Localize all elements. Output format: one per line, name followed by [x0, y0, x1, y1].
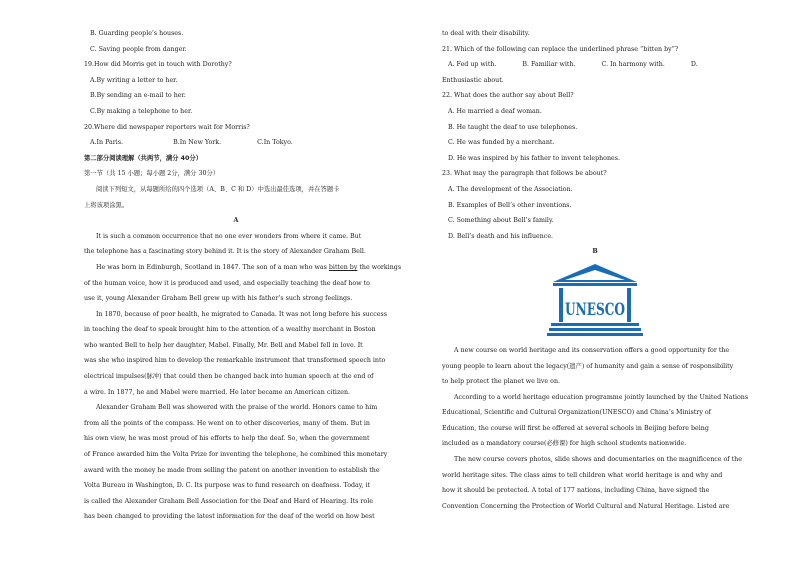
q20-option-b: B.In New York. [173, 139, 222, 147]
instructions-line-2: 上将该项涂黑。 [84, 201, 129, 209]
pa-p2-text-end: the workings [357, 263, 402, 271]
question-19: 19.How did Morris get in touch with Dorothy? [84, 61, 232, 69]
question-20: 20.Where did newspaper reporters wait for Morris? [84, 123, 250, 131]
unesco-logo [442, 261, 748, 339]
question-22: 22. What does the author say about Bell? [442, 92, 574, 100]
instructions-line-1: 阅读下列短文，从每题所给的四个选项（A、B、C 和 D）中选出最佳选项，并在答题卡 [96, 185, 340, 193]
right-column [442, 26, 748, 514]
question-21: 21. Which of the following can replace the underlined phrase “bitten by”? [442, 45, 679, 53]
pa-p2-l3: use it, young Alexander Graham Bell grew up with his father’s such strong feelings. [84, 295, 353, 303]
underlined-phrase: bitten by [328, 263, 358, 271]
q22-option-d: D. He was inspired by his father to invent telephones. [448, 154, 620, 162]
pb-p2-l1: According to a world heritage education programme jointly launched by the United Nations [454, 393, 749, 401]
pa-p2-l1 [84, 260, 402, 276]
pa-p3-l6: a wire. In 1877, he and Mabel were married. He later became an American citizen. [84, 388, 351, 396]
logo-architrave [553, 283, 637, 286]
pa-p3-l1: In 1870, because of poor health, he migrated to Canada. It was not long before his success [96, 310, 387, 318]
q22-option-b: B. He taught the deaf to use telephones. [448, 123, 578, 131]
pb-p1-l2: young people to learn about the legacy(遗产) of humanity and gain a sense of responsibility [442, 362, 734, 370]
logo-text: UNESCO [565, 299, 626, 320]
pb-p1-l1: A new course on world heritage and its conservation offers a good opportunity for the [454, 346, 730, 354]
pb-p3-l1: The new course covers photos, slide shows and documentaries on the magnificence of the [454, 456, 742, 464]
q21-option-a: A. Fed up with. [448, 61, 497, 69]
question-23: 23. What may the paragraph that follows be about? [442, 170, 607, 178]
q20-option-c: C.In Tokyo. [257, 139, 293, 147]
pb-p3-l4: Convention Concerning the Protection of World Cultural and Natural Heritage. Listed are [442, 502, 730, 510]
logo-column-2 [627, 288, 631, 322]
pb-p2-l2: Educational, Scientific and Cultural Organization(UNESCO) and China’s Ministry of [442, 409, 711, 417]
q22-option-a: A. He married a deaf woman. [448, 107, 542, 115]
section-subtitle: 第一节（共 15 小题；每小题 2分，满分 30分） [84, 170, 220, 178]
pb-p2-l3: Education, the course will first be offered at several schools in Beijing before being [442, 424, 709, 432]
pa-p3-l5: electrical impulses(脉冲) that could then be changed back into human speech at the end of [84, 373, 374, 381]
q21-option-d-label: D. [690, 61, 698, 69]
q20-options [84, 135, 388, 151]
q19-option-c: C.By making a telephone to her. [90, 107, 193, 115]
section-title: 第二部分阅读理解（共两节，满分 40分） [84, 154, 203, 162]
pa-p2-l2: of the human voice, how it is produced and used, and especially teaching the deaf how to [84, 279, 370, 287]
pb-p1-l3: to help protect the planet we live on. [442, 378, 561, 386]
q23-option-b: B. Examples of Bell’s other inventions. [448, 201, 572, 209]
q18-option-b: B. Guarding people’s houses. [90, 30, 184, 37]
pa-continuation: to deal with their disability. [442, 30, 530, 37]
pa-p1-l1: It is such a common occurrence that no one ever wonders from where it came. But [96, 232, 362, 240]
logo-step-2 [549, 328, 641, 331]
q22-option-c: C. He was funded by a merchant. [448, 139, 555, 147]
q21-option-c: C. In harmony with. [601, 61, 665, 69]
pb-p2-l4: included as a mandatory course(必修课) for high school students nationwide. [442, 440, 687, 448]
pa-p4-l3: his own view, he was most proud of his efforts to help the deaf. So, when the government [84, 435, 370, 443]
pa-p3-l2: in teaching the deaf to speak brought him to the attention of a wealthy merchant in Boston [84, 326, 376, 334]
pa-p2-text: He was born in Edinburgh, Scotland in 1847. The son of a man who was [96, 263, 329, 271]
pa-p4-l8: has been changed to providing the latest information for the deaf of the world on how best [84, 513, 375, 521]
q19-option-a: A.By writing a letter to her. [90, 76, 178, 84]
q21-option-b: B. Familiar with. [522, 61, 576, 69]
q21-option-d: Enthusiastic about. [442, 76, 504, 84]
logo-step-1 [551, 323, 639, 326]
pb-p3-l2: world heritage sites. The class aims to tell children what world heritage is and why and [442, 471, 723, 479]
q23-option-a: A. The development of the Association. [448, 185, 573, 193]
pa-p3-l4: was she who inspired him to develop the remarkable instrument that transformed speech into [84, 357, 386, 365]
q23-option-c: C. Something about Bell’s family. [448, 217, 554, 225]
logo-step-3 [547, 333, 643, 336]
q19-option-b: B.By sending an e-mail to her. [90, 92, 186, 100]
q21-options [442, 57, 748, 73]
left-column [84, 26, 402, 525]
passage-label-a: A [233, 217, 239, 225]
pa-p4-l5: award with the money he made from selling the patent on another invention to establish the [84, 466, 380, 474]
logo-column-1 [559, 288, 563, 322]
pb-p3-l3: how it should be protected. A total of 177 nations, including China, have signed the [442, 487, 710, 495]
pa-p4-l2: from all the points of the compass. He went on to other discoveries, many of them. But in [84, 419, 370, 427]
pa-p1-l2: the telephone has a fascinating story behind it. It is the story of Alexander Graham Bell. [84, 248, 366, 256]
q23-option-d: D. Bell’s death and his influence. [448, 232, 554, 240]
q18-option-c: C. Saving people from danger. [90, 45, 187, 53]
pa-p3-l3: who wanted Bell to help her daughter, Mabel. Finally, Mr. Bell and Mabel fell in love. It [84, 341, 363, 349]
pa-p4-l4: of France awarded him the Volta Prize for inventing the telephone, he combined this monetary [84, 451, 388, 459]
unesco-temple-icon [547, 261, 643, 339]
pa-p4-l1: Alexander Graham Bell was showered with the praise of the world. Honors came to him [96, 404, 378, 412]
passage-label-b: B [592, 248, 598, 256]
q20-option-a: A.In Paris. [90, 139, 124, 147]
pa-p4-l6: Volta Bureau in Washington, D. C. Its purpose was to fund research on deafness. Today, it [84, 482, 371, 490]
pa-p4-l7: is called the Alexander Graham Bell Association for the Deaf and Hard of Hearing. Its role [84, 497, 373, 505]
